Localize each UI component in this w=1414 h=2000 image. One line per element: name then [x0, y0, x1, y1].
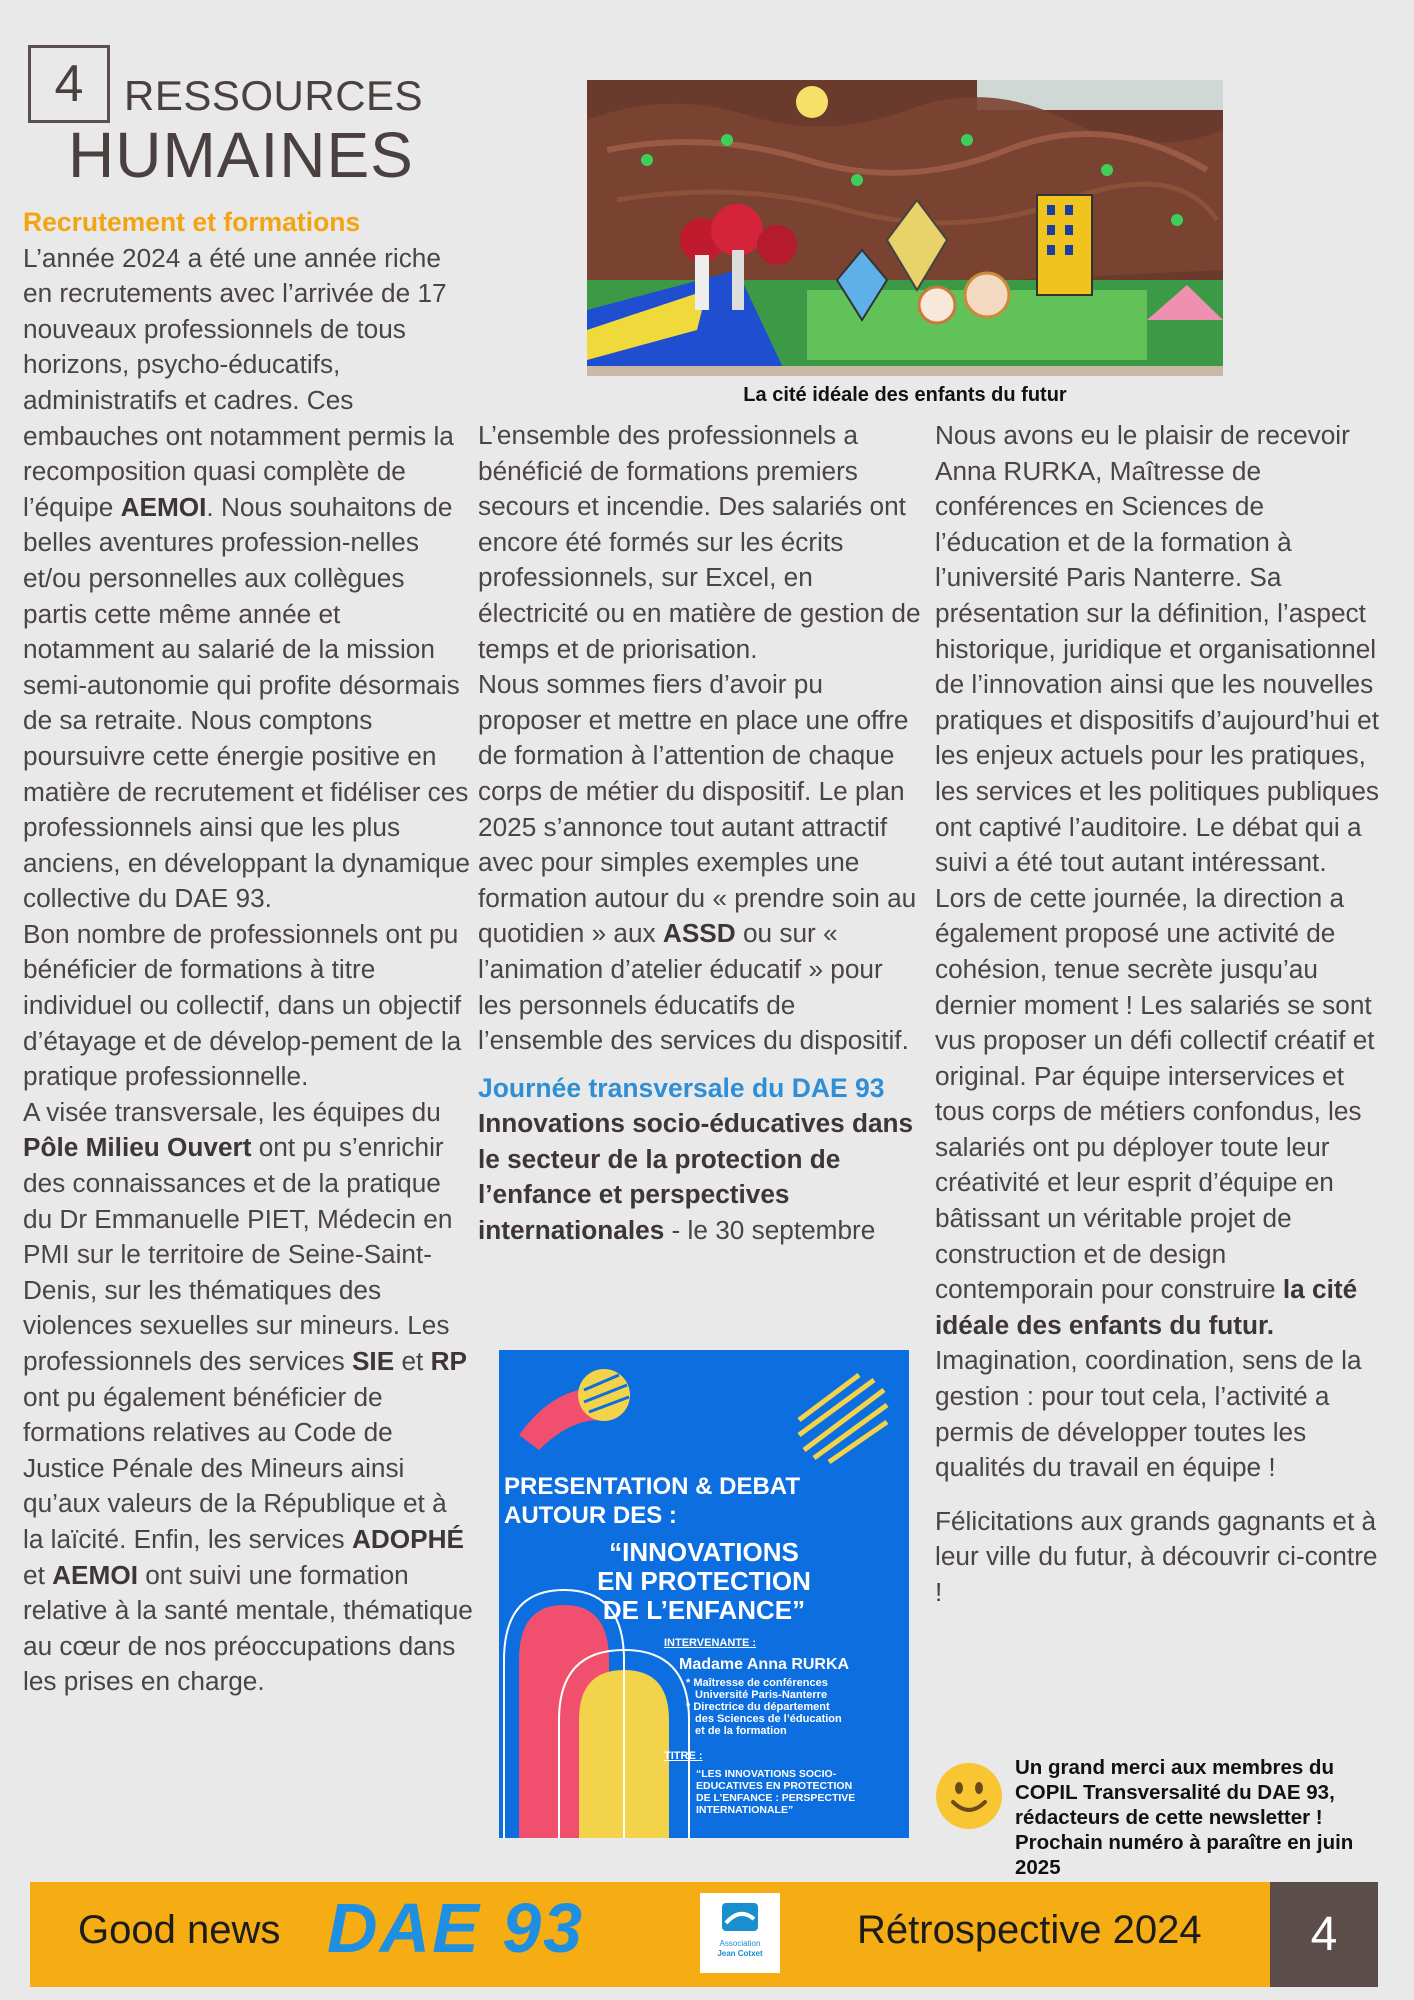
logo-line1: Association: [719, 1939, 761, 1948]
column-formations: [478, 418, 923, 1249]
footer-good-news: Good news: [78, 1908, 281, 1952]
poster-title2: EN PROTECTION: [597, 1566, 811, 1596]
poster-line2: AUTOUR DES :: [504, 1502, 677, 1529]
poster-presentation: [499, 1350, 909, 1838]
poster-bullets: * Maîtresse de conférences Université Paris-Nanterre * Directrice du département des Sciences de l’éducation et de la formation: [686, 1677, 842, 1737]
paragraph-transversale: A visée transversale, les équipes du Pôle Milieu Ouvert ont pu s’enrichir des connaissances et de la pratique du Dr Emmanuelle PIET, Médecin en PMI sur le territoire de Seine-Saint-Denis, sur les thématiques des violences sexuelles sur mineurs. Les professionnels des services SIE et RP ont pu également bénéficier de formations relatives au Code de Justice Pénale des Mineurs ainsi qu’aux valeurs de la République et à la laïcité. Enfin, les services ADOPHÉ et AEMOI ont suivi une formation relative à la santé mentale, thématique au cœur de nos préoccupations dans les prises en charge.: [23, 1096, 473, 1697]
page-number: 4: [1270, 1882, 1378, 1987]
paragraph-anna-rurka: Nous avons eu le plaisir de recevoir Anna RURKA, Maîtresse de conférences en Sciences de l’éducation et de la formation à l’université Paris Nanterre. Sa présentation sur la définition, l’aspect historique, juridique et organisationnel de l’innovation ainsi que les nouvelles pratiques et dispositifs d’aujourd’hui et les enjeux actuels pour les pratiques, les services et les politiques publiques ont captivé l’auditoire. Le débat qui a suivi a été tout autant intéressant.: [935, 420, 1379, 878]
poster-title3: DE L’ENFANCE”: [602, 1595, 806, 1625]
paragraph-felicitations: Félicitations aux grands gagnants et à leur ville du futur, à découvrir ci-contre !: [935, 1505, 1378, 1607]
section-number: 4: [28, 45, 110, 123]
section-title-line2: HUMAINES: [68, 119, 414, 191]
paragraph-formations-secours: L’ensemble des professionnels a bénéficié de formations premiers secours et incendie. Des salariés ont encore été formés sur les écrits professionnels, sur Excel, en électricité ou en matière de gestion de temps et de priorisation.: [478, 420, 921, 664]
poster-intervenante-label: INTERVENANTE :: [664, 1637, 757, 1649]
footer-dae93: DAE 93: [327, 1889, 585, 1967]
photo-caption: La cité idéale des enfants du futur: [743, 384, 1067, 406]
logo-line2: Jean Cotxet: [717, 1949, 763, 1958]
poster-speaker: Madame Anna RURKA: [679, 1656, 850, 1673]
column-journee: [935, 418, 1390, 1611]
poster-title1: “INNOVATIONS: [609, 1537, 799, 1567]
paragraph-journee-titre: Innovations socio-éducatives dans le secteur de la protection de l’enfance et perspectives internationales - le 30 septembre: [478, 1108, 914, 1246]
section-title-line1: RESSOURCES: [124, 72, 424, 119]
column-recrutement: [23, 205, 473, 1700]
poster-titre: “LES INNOVATIONS SOCIO- EDUCATIVES EN PROTECTION DE L’ENFANCE : PERSPECTIVE INTERNATIONALE”: [696, 1768, 856, 1816]
paragraph-recrutement: L’année 2024 a été une année riche en recrutements avec l’arrivée de 17 nouveaux professionnels de tous horizons, psycho-éducatifs, administratifs et cadres. Ces embauches ont notamment permis la recomposition quasi complète de l’équipe AEMOI. Nous souhaitons de belles aventures profession-nelles et/ou personnelles aux collègues partis cette même année et notamment au salarié de la mission semi-autonomie qui profite désormais de sa retraite. Nous comptons poursuivre cette énergie positive en matière de recrutement et fidéliser ces professionnels ainsi que les plus anciens, en développant la dynamique collective du DAE 93.: [23, 242, 470, 914]
footer-retrospective: Rétrospective 2024: [857, 1908, 1202, 1952]
paragraph-cohesion: Lors de cette journée, la direction a également proposé une activité de cohésion, tenue secrète jusqu’au dernier moment ! Les salariés se sont vus proposer un défi collectif créatif et original. Par équipe interservices et tous corps de métiers confondus, les salariés ont pu déployer toute leur créativité et leur esprit d’équipe en bâtissant un véritable projet de construction et de design contemporain pour construire la cité idéale des enfants du futur. Imagination, coordination, sens de la gestion : pour tout cela, l’activité a permis de développer toutes les qualités du travail en équipe !: [935, 882, 1375, 1483]
photo-cite-ideale: [587, 80, 1223, 376]
paragraph-offre-formation: Nous sommes fiers d’avoir pu proposer et mettre en place une offre de formation à l’attention de chaque corps de métier du dispositif. Le plan 2025 s’annonce tout autant attractif avec pour simples exemples une formation autour du « prendre soin au quotidien » aux ASSD ou sur « l’animation d’atelier éducatif » pour les personnels éducatifs de l’ensemble des services du dispositif.: [478, 669, 917, 1056]
heading-journee: Journée transversale du DAE 93: [478, 1072, 885, 1103]
poster-titre-label: TITRE :: [664, 1750, 703, 1762]
paragraph-formations: Bon nombre de professionnels ont pu bénéficier de formations à titre individuel ou collectif, dans un objectif d’étayage et de dévelop-pement de la pratique professionnelle.: [23, 918, 462, 1092]
association-logo: [700, 1893, 780, 1973]
poster-line1: PRESENTATION & DEBAT: [504, 1473, 801, 1500]
heading-recrutement: Recrutement et formations: [23, 207, 361, 237]
smiley-icon: [935, 1762, 1003, 1830]
thanks-note: Un grand merci aux membres du COPIL Transversalité du DAE 93, rédacteurs de cette newsletter ! Prochain numéro à paraître en juin 2025: [1015, 1756, 1354, 1879]
